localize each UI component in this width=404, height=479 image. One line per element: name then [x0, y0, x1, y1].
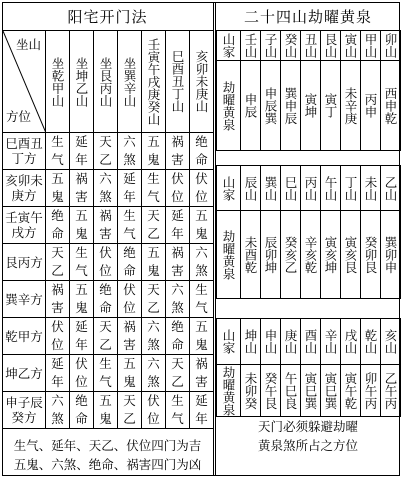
cell-char: 鬼 — [195, 337, 208, 352]
table-cell — [46, 355, 70, 392]
jie-cell: 辛亥乾 — [301, 211, 321, 299]
shan-cell: 丑山 — [301, 31, 321, 61]
cell-char: 气 — [171, 411, 184, 426]
table-cell — [118, 318, 142, 355]
table-cell — [142, 244, 166, 281]
cell-char: 六 — [51, 393, 64, 408]
table-cell — [142, 133, 166, 170]
cell-char: 五 — [123, 356, 136, 371]
shan-row — [217, 319, 401, 365]
cell-char: 煞 — [195, 263, 208, 278]
jie-cell: 卯午丙 — [361, 365, 381, 417]
cell-char: 五 — [195, 208, 208, 223]
jie-row — [217, 211, 401, 299]
cell-char: 五 — [195, 319, 208, 334]
cell-char: 天 — [99, 319, 112, 334]
table-cell — [46, 392, 70, 429]
table-cell — [94, 318, 118, 355]
jie-row — [217, 365, 401, 417]
cell-char: 命 — [51, 226, 64, 241]
cell-char: 绝 — [99, 282, 112, 297]
cell-char: 位 — [75, 374, 88, 389]
table-cell — [166, 244, 190, 281]
cell-char: 天 — [99, 134, 112, 149]
table-cell — [190, 133, 214, 170]
table-cell — [70, 318, 94, 355]
cell-char: 祸 — [51, 282, 64, 297]
corner-bottom-label: 方位 — [6, 109, 32, 124]
cell-char: 乙 — [99, 337, 112, 352]
cell-char: 祸 — [195, 356, 208, 371]
shan-cell: 艮山 — [321, 31, 341, 61]
table-row — [3, 207, 214, 244]
table-cell — [190, 281, 214, 318]
shan-row — [217, 31, 401, 61]
cell-char: 天 — [123, 393, 136, 408]
right-title: 二十四山劫曜黄泉 — [243, 8, 372, 26]
row-label: 坤乙方 — [3, 355, 46, 392]
cell-char: 伏 — [171, 171, 184, 186]
cell-char: 六 — [171, 282, 184, 297]
cell-char: 六 — [123, 134, 136, 149]
cell-char: 六 — [147, 356, 160, 371]
jie-cell: 丙申 — [361, 61, 381, 151]
cell-char: 气 — [123, 226, 136, 241]
cell-char: 害 — [171, 152, 184, 167]
cell-char: 生 — [171, 393, 184, 408]
cell-char: 命 — [171, 337, 184, 352]
shan-cell: 亥山 — [381, 319, 401, 365]
shan-cell: 卯山 — [381, 31, 401, 61]
cell-char: 鬼 — [99, 411, 112, 426]
cell-char: 五 — [147, 134, 160, 149]
shan-cell: 庚山 — [281, 319, 301, 365]
jie-cell: 巽卯申 — [381, 211, 401, 299]
cell-char: 鬼 — [51, 189, 64, 204]
shan-cell: 丙山 — [301, 166, 321, 211]
table-cell — [70, 392, 94, 429]
left-title: 阳宅开门法 — [67, 8, 148, 26]
cell-char: 鬼 — [123, 374, 136, 389]
row-label: 巳酉丑丁方 — [3, 133, 46, 170]
table-row — [3, 318, 214, 355]
table-cell — [118, 392, 142, 429]
cell-char: 延 — [51, 356, 64, 371]
cell-char: 乙 — [99, 152, 112, 167]
cell-char: 祸 — [171, 134, 184, 149]
cell-char: 祸 — [75, 171, 88, 186]
cell-char: 命 — [123, 263, 136, 278]
shan-cell: 午山 — [321, 166, 341, 211]
cell-char: 位 — [99, 263, 112, 278]
cell-char: 延 — [75, 319, 88, 334]
cell-char: 生 — [51, 134, 64, 149]
left-footer — [2, 436, 213, 474]
cell-char: 乙 — [147, 300, 160, 315]
jieyao-block — [216, 165, 401, 299]
cell-char: 延 — [195, 393, 208, 408]
column-header: 坐艮丙山 — [94, 31, 118, 133]
jie-cell: 辰卯坤 — [261, 211, 281, 299]
table-row — [3, 244, 214, 281]
cell-char: 年 — [195, 411, 208, 426]
cell-char: 害 — [51, 300, 64, 315]
shan-cell: 寅山 — [341, 31, 361, 61]
jie-cell: 寅坤 — [301, 61, 321, 151]
cell-char: 煞 — [147, 374, 160, 389]
shan-cell: 子山 — [261, 31, 281, 61]
table-cell — [118, 281, 142, 318]
jie-label: 劫曜黄泉 — [217, 211, 241, 299]
cell-char: 害 — [99, 226, 112, 241]
cell-char: 祸 — [171, 245, 184, 260]
shan-cell: 癸山 — [281, 31, 301, 61]
cell-char: 鬼 — [75, 226, 88, 241]
cell-char: 天 — [147, 208, 160, 223]
door-table — [2, 30, 214, 429]
jie-cell: 癸亥乙 — [281, 211, 301, 299]
cell-char: 害 — [75, 189, 88, 204]
table-cell — [166, 318, 190, 355]
cell-char: 害 — [195, 374, 208, 389]
table-cell — [70, 207, 94, 244]
table-row — [3, 133, 214, 170]
shan-label: 山家 — [217, 166, 241, 211]
cell-char: 命 — [195, 152, 208, 167]
jie-cell: 癸卯艮 — [361, 211, 381, 299]
table-cell — [118, 244, 142, 281]
row-label: 艮丙方 — [3, 244, 46, 281]
cell-char: 伏 — [51, 319, 64, 334]
jie-cell: 寅亥艮 — [341, 211, 361, 299]
cell-char: 害 — [123, 337, 136, 352]
jie-cell: 巽申辰 — [281, 61, 301, 151]
cell-char: 伏 — [75, 356, 88, 371]
cell-char: 五 — [51, 171, 64, 186]
cell-char: 生 — [147, 171, 160, 186]
cell-char: 绝 — [75, 393, 88, 408]
row-label: 巽辛方 — [3, 281, 46, 318]
cell-char: 煞 — [147, 337, 160, 352]
cell-char: 生 — [123, 208, 136, 223]
cell-char: 位 — [147, 411, 160, 426]
jie-label: 劫曜黄泉 — [217, 61, 241, 151]
cell-char: 年 — [75, 152, 88, 167]
cell-char: 害 — [171, 263, 184, 278]
cell-char: 五 — [147, 245, 160, 260]
cell-char: 气 — [195, 300, 208, 315]
corner-top-label: 坐山 — [15, 37, 41, 52]
shan-cell: 坤山 — [241, 319, 261, 365]
table-cell — [142, 207, 166, 244]
shan-label: 山家 — [217, 31, 241, 61]
cell-char: 五 — [99, 393, 112, 408]
jie-cell: 寅亥坤 — [321, 211, 341, 299]
table-cell — [70, 355, 94, 392]
table-cell — [46, 207, 70, 244]
shan-cell: 乙山 — [381, 166, 401, 211]
shan-cell: 壬山 — [241, 31, 261, 61]
cell-char: 伏 — [99, 245, 112, 260]
jie-cell: 癸午艮 — [261, 365, 281, 417]
jie-cell: 申辰 — [241, 61, 261, 151]
cell-char: 生 — [99, 356, 112, 371]
cell-char: 鬼 — [147, 152, 160, 167]
cell-char: 绝 — [123, 245, 136, 260]
cell-char: 六 — [99, 171, 112, 186]
footer-line: 五鬼、六煞、绝命、祸害四门为凶 — [13, 457, 202, 472]
table-cell — [190, 318, 214, 355]
table-row — [3, 170, 214, 207]
cell-char: 天 — [147, 282, 160, 297]
table-row — [3, 281, 214, 318]
table-cell — [94, 244, 118, 281]
cell-char: 鬼 — [75, 300, 88, 315]
table-cell — [46, 170, 70, 207]
cell-char: 位 — [171, 189, 184, 204]
cell-char: 延 — [171, 208, 184, 223]
table-cell — [46, 281, 70, 318]
table-cell — [142, 281, 166, 318]
cell-char: 命 — [99, 300, 112, 315]
table-cell — [118, 207, 142, 244]
cell-char: 位 — [51, 337, 64, 352]
cell-char: 天 — [171, 356, 184, 371]
cell-char: 祸 — [123, 319, 136, 334]
cell-char: 年 — [123, 189, 136, 204]
cell-char: 五 — [75, 282, 88, 297]
jieyao-block — [216, 318, 401, 417]
cell-char: 延 — [123, 171, 136, 186]
cell-char: 年 — [75, 337, 88, 352]
shan-cell: 辛山 — [321, 319, 341, 365]
table-row — [3, 355, 214, 392]
cell-char: 伏 — [147, 393, 160, 408]
table-cell — [70, 133, 94, 170]
jie-cell: 申辰巽 — [261, 61, 281, 151]
shan-label: 山家 — [217, 319, 241, 365]
table-cell — [94, 207, 118, 244]
column-header: 亥卯未庚山 — [190, 31, 214, 133]
jie-cell: 乙午丙 — [381, 365, 401, 417]
cell-char: 绝 — [51, 208, 64, 223]
footer-line: 生气、延年、天乙、伏位四门为吉 — [13, 438, 202, 453]
jie-label: 劫曜黄泉 — [217, 365, 241, 417]
cell-char: 乙 — [147, 226, 160, 241]
table-cell — [70, 244, 94, 281]
cell-char: 伏 — [123, 282, 136, 297]
jie-cell: 寅午乾 — [341, 365, 361, 417]
row-label: 申子辰癸方 — [3, 392, 46, 429]
table-cell — [46, 244, 70, 281]
cell-char: 六 — [195, 245, 208, 260]
column-header: 巳酉丑丁山 — [166, 31, 190, 133]
shan-cell: 乾山 — [361, 319, 381, 365]
cell-char: 气 — [75, 263, 88, 278]
table-cell — [190, 244, 214, 281]
shan-cell: 丁山 — [341, 166, 361, 211]
table-cell — [190, 207, 214, 244]
cell-char: 五 — [75, 208, 88, 223]
cell-char: 气 — [99, 374, 112, 389]
table-cell — [94, 170, 118, 207]
cell-char: 煞 — [123, 152, 136, 167]
cell-char: 位 — [123, 300, 136, 315]
table-cell — [190, 392, 214, 429]
column-header: 坐巽辛山 — [118, 31, 142, 133]
table-cell — [94, 133, 118, 170]
cell-char: 煞 — [99, 189, 112, 204]
jie-cell: 未辛庚 — [341, 61, 361, 151]
cell-char: 伏 — [195, 171, 208, 186]
table-row — [3, 392, 214, 429]
table-cell — [94, 355, 118, 392]
jie-cell: 寅巳巽 — [301, 365, 321, 417]
cell-char: 六 — [147, 319, 160, 334]
cell-char: 鬼 — [195, 226, 208, 241]
cell-char: 年 — [51, 374, 64, 389]
jie-cell: 午巳良 — [281, 365, 301, 417]
table-cell — [142, 392, 166, 429]
table-cell — [70, 281, 94, 318]
jie-cell: 寅巳巽 — [321, 365, 341, 417]
table-cell — [190, 170, 214, 207]
table-cell — [166, 392, 190, 429]
cell-char: 祸 — [99, 208, 112, 223]
table-cell — [166, 207, 190, 244]
jie-cell: 西申乾 — [381, 61, 401, 151]
cell-char: 绝 — [195, 134, 208, 149]
shan-cell: 戌山 — [341, 319, 361, 365]
table-cell — [166, 281, 190, 318]
shan-cell: 巽山 — [261, 166, 281, 211]
table-cell — [166, 170, 190, 207]
table-cell — [46, 133, 70, 170]
table-cell — [166, 355, 190, 392]
shan-cell: 申山 — [261, 319, 281, 365]
row-label: 壬寅午戌方 — [3, 207, 46, 244]
cell-char: 绝 — [171, 319, 184, 334]
footer-line: 天门必须躲避劫曜 — [257, 419, 358, 434]
shan-cell: 巳山 — [281, 166, 301, 211]
shan-row — [217, 166, 401, 211]
cell-char: 天 — [51, 245, 64, 260]
table-cell — [118, 170, 142, 207]
cell-char: 年 — [171, 226, 184, 241]
table-cell — [142, 170, 166, 207]
table-cell — [94, 392, 118, 429]
table-cell — [70, 170, 94, 207]
shan-cell: 未山 — [361, 166, 381, 211]
table-cell — [142, 355, 166, 392]
cell-char: 鬼 — [147, 263, 160, 278]
jieyao-block — [216, 30, 401, 151]
row-label: 亥卯未庚方 — [3, 170, 46, 207]
shan-cell: 辰山 — [241, 166, 261, 211]
cell-char: 煞 — [51, 411, 64, 426]
right-footer — [216, 417, 400, 455]
column-header: 壬寅午戌庚癸山 — [142, 31, 166, 133]
jie-cell: 未酉乾 — [241, 211, 261, 299]
table-cell — [46, 318, 70, 355]
cell-char: 延 — [75, 134, 88, 149]
table-cell — [190, 355, 214, 392]
cell-char: 气 — [147, 189, 160, 204]
cell-char: 乙 — [123, 411, 136, 426]
column-header: 坐乾甲山 — [46, 31, 70, 133]
jie-row — [217, 61, 401, 151]
cell-char: 煞 — [171, 300, 184, 315]
column-header: 坐坤乙山 — [70, 31, 94, 133]
shan-cell: 甲山 — [361, 31, 381, 61]
table-cell — [118, 133, 142, 170]
table-cell — [142, 318, 166, 355]
table-cell — [118, 355, 142, 392]
cell-char: 乙 — [51, 263, 64, 278]
jie-cell: 未卯癸 — [241, 365, 261, 417]
table-cell — [94, 281, 118, 318]
shan-cell: 酉山 — [301, 319, 321, 365]
cell-char: 生 — [195, 282, 208, 297]
cell-char: 命 — [75, 411, 88, 426]
cell-char: 气 — [51, 152, 64, 167]
jie-cell: 寅丁 — [321, 61, 341, 151]
table-cell — [166, 133, 190, 170]
cell-char: 位 — [195, 189, 208, 204]
corner-cell — [3, 31, 46, 133]
cell-char: 乙 — [171, 374, 184, 389]
cell-char: 生 — [75, 245, 88, 260]
footer-line: 黄泉煞所占之方位 — [257, 438, 358, 453]
row-label: 乾甲方 — [3, 318, 46, 355]
